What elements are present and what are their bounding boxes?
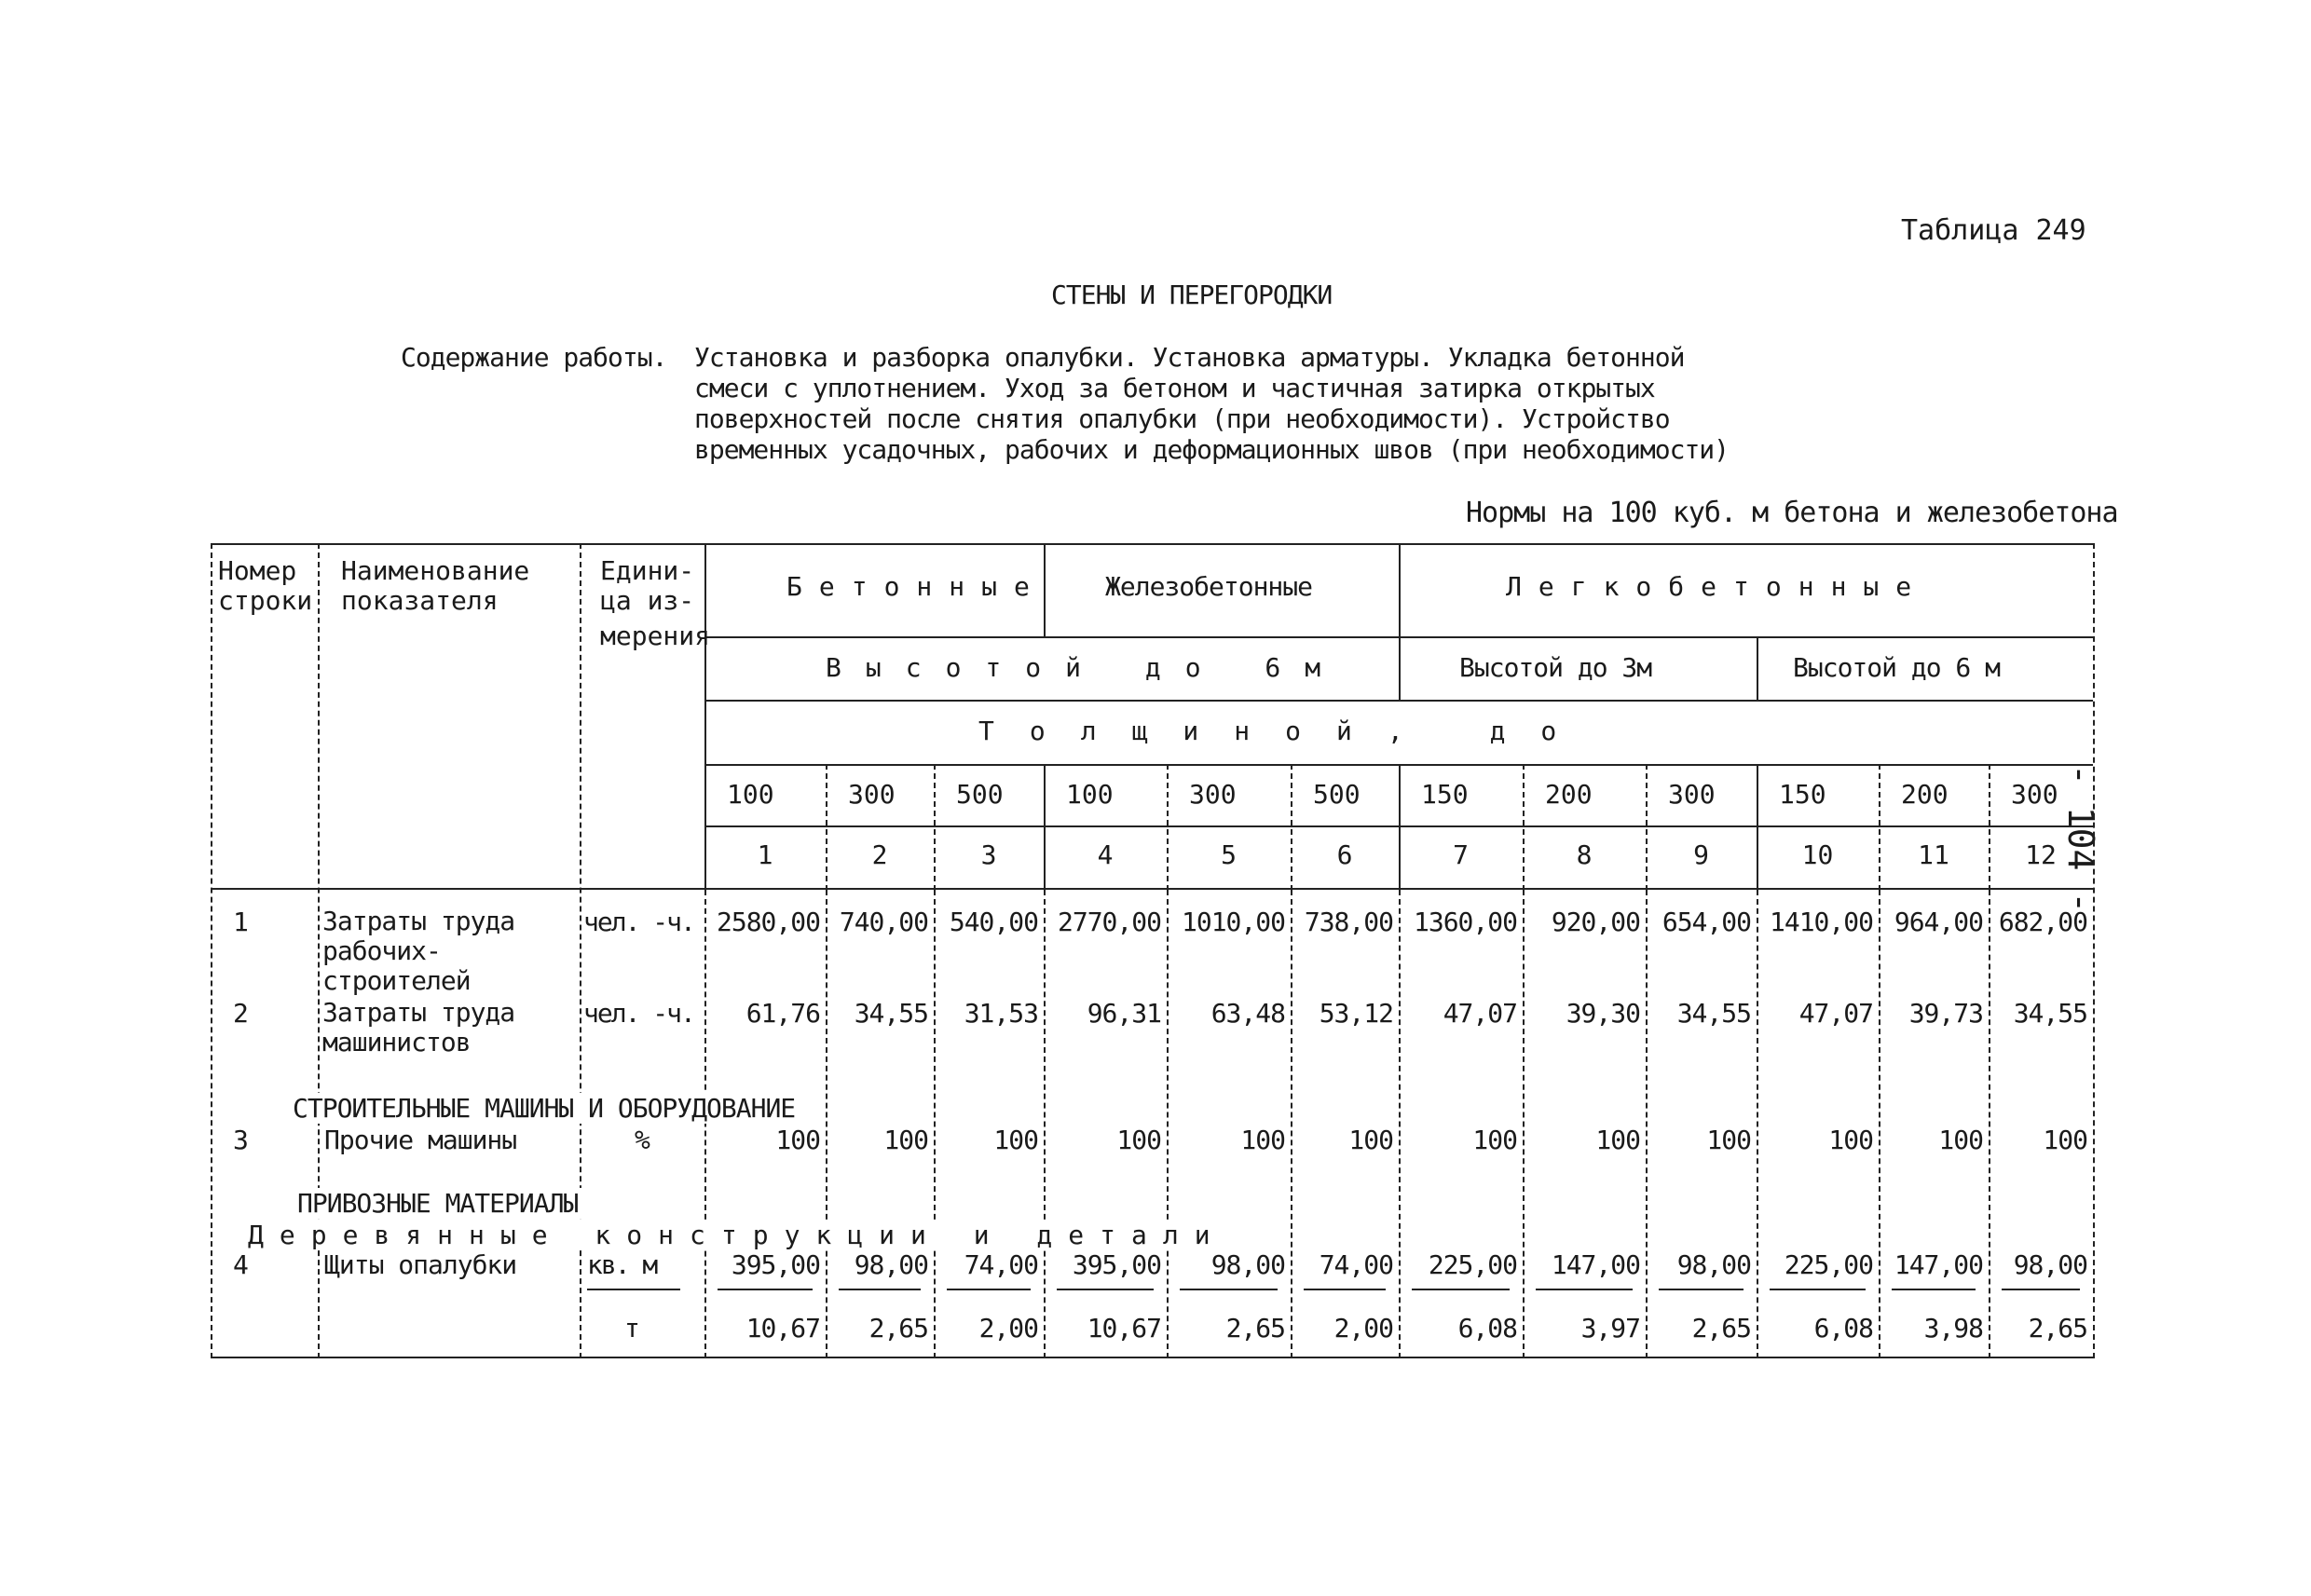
row-1-value-5: 1010,00 — [1181, 907, 1285, 937]
group-divider — [1757, 636, 1758, 700]
norms-table — [211, 543, 2095, 1358]
data-col-divider — [1399, 764, 1401, 891]
thickness-value-5: 300 — [1189, 779, 1237, 810]
thickness-value-4: 100 — [1066, 779, 1114, 810]
column-number-4: 4 — [1097, 839, 1114, 870]
table-bottom-border — [211, 1357, 2095, 1358]
row-2-value-11: 39,73 — [1908, 998, 1983, 1029]
row-3-value-4: 100 — [1116, 1125, 1161, 1155]
column-number-10: 10 — [1801, 839, 1834, 870]
column-number-11: 11 — [1918, 839, 1949, 870]
work-content-label: Содержание работы. — [401, 342, 667, 373]
value-underline — [1770, 1289, 1866, 1290]
data-col-divider — [1989, 764, 1990, 891]
table-number: Таблица 249 — [1901, 214, 2086, 247]
thickness-value-2: 300 — [848, 779, 896, 810]
thickness-value-8: 200 — [1545, 779, 1593, 810]
value-underline — [587, 1289, 680, 1290]
data-col-divider — [1523, 764, 1525, 891]
row-4-name: Щиты опалубки — [324, 1249, 517, 1280]
column-number-9: 9 — [1693, 839, 1709, 870]
row-2-value-8: 39,30 — [1566, 998, 1640, 1029]
value-underline — [2002, 1289, 2080, 1290]
row-2-value-12: 34,55 — [2013, 998, 2087, 1029]
section-materials-heading: ПРИВОЗНЫЕ МАТЕРИАЛЫ — [297, 1188, 581, 1219]
row-2-number: 2 — [233, 998, 249, 1029]
row-4-number: 4 — [233, 1249, 249, 1280]
row-2-value-7: 47,07 — [1443, 998, 1517, 1029]
work-content-line: Установка и разборка опалубки. Установка арматуры. Укладка бетонной — [694, 342, 1685, 373]
row-3-value-6: 100 — [1348, 1125, 1393, 1155]
row-3-value-8: 100 — [1595, 1125, 1640, 1155]
value-underline — [1536, 1289, 1633, 1290]
row-2-value-10: 47,07 — [1798, 998, 1873, 1029]
row-4-tonnes-value-6: 2,00 — [1333, 1313, 1393, 1344]
data-col-divider — [1879, 764, 1880, 891]
row-2-value-4: 96,31 — [1087, 998, 1161, 1029]
thickness-value-12: 300 — [2011, 779, 2058, 810]
data-col-divider — [1044, 764, 1046, 891]
row-4-tonnes-value-7: 6,08 — [1457, 1313, 1517, 1344]
row-4-tonnes-value-5: 2,65 — [1225, 1313, 1285, 1344]
column-number-1: 1 — [757, 839, 773, 870]
thickness-value-9: 300 — [1668, 779, 1716, 810]
row-2-value-6: 53,12 — [1319, 998, 1393, 1029]
row-2-value-9: 34,55 — [1676, 998, 1751, 1029]
column-number-6: 6 — [1336, 839, 1353, 870]
norms-note: Нормы на 100 куб. м бетона и железобетона — [1466, 497, 2118, 529]
row-2-unit: чел. -ч. — [583, 998, 694, 1029]
header-line — [704, 700, 2093, 702]
row-1-value-10: 1410,00 — [1769, 907, 1873, 937]
thickness-value-3: 500 — [956, 779, 1004, 810]
row-1-value-12: 682,00 — [1998, 907, 2087, 937]
height-3m-header: Высотой до 3м — [1459, 652, 1652, 683]
group-concrete: Бетонные — [786, 571, 1046, 602]
row-3-value-1: 100 — [775, 1125, 820, 1155]
value-underline — [1659, 1289, 1744, 1290]
row-4-value-6: 74,00 — [1319, 1249, 1393, 1280]
thickness-value-7: 150 — [1421, 779, 1469, 810]
row-3-value-7: 100 — [1472, 1125, 1517, 1155]
table-right-border — [2093, 543, 2095, 1358]
row-2-value-3: 31,53 — [964, 998, 1038, 1029]
row-4-tonnes-value-12: 2,65 — [2028, 1313, 2087, 1344]
row-4-value-8: 147,00 — [1551, 1249, 1640, 1280]
row-4-value-3: 74,00 — [964, 1249, 1038, 1280]
row-4-value-11: 147,00 — [1894, 1249, 1983, 1280]
page-number: - 104 - — [2060, 764, 2101, 914]
row-3-value-5: 100 — [1240, 1125, 1285, 1155]
row-4-tonnes-value-10: 6,08 — [1813, 1313, 1873, 1344]
row-3-unit: % — [635, 1125, 650, 1155]
height-6m-light-header: Высотой до 6 м — [1793, 652, 2001, 683]
group-lightweight-concrete: Легкобетонные — [1506, 571, 1929, 602]
row-1-name: Затраты труда рабочих- строителей — [322, 906, 515, 996]
section-machines-heading: СТРОИТЕЛЬНЫЕ МАШИНЫ И ОБОРУДОВАНИЕ — [293, 1093, 799, 1124]
row-3-value-12: 100 — [2043, 1125, 2087, 1155]
row-4-tonnes-value-11: 3,98 — [1923, 1313, 1983, 1344]
data-col-divider — [1167, 764, 1169, 891]
row-3-number: 3 — [233, 1125, 249, 1155]
row-2-value-2: 34,55 — [854, 998, 928, 1029]
thickness-value-10: 150 — [1779, 779, 1826, 810]
thickness-value-11: 200 — [1901, 779, 1949, 810]
thickness-header: Толщиной, до — [978, 716, 1593, 746]
unit-header: Едини- ца из- мерения — [600, 555, 711, 651]
row-4-unit: кв. м — [587, 1249, 657, 1280]
row-1-value-9: 654,00 — [1661, 907, 1751, 937]
row-3-value-11: 100 — [1938, 1125, 1983, 1155]
row-number-header: Номер строки — [218, 555, 313, 616]
row-3-value-2: 100 — [883, 1125, 928, 1155]
row-3-value-3: 100 — [993, 1125, 1038, 1155]
value-underline — [1304, 1289, 1386, 1290]
row-4-tonnes-value-3: 2,00 — [978, 1313, 1038, 1344]
row-1-value-1: 2580,00 — [716, 907, 820, 937]
row-4-tonnes-value-1: 10,67 — [745, 1313, 820, 1344]
value-underline — [1180, 1289, 1278, 1290]
row-1-unit: чел. -ч. — [583, 907, 694, 937]
indicator-name-header: Наименование показателя — [341, 555, 530, 616]
page-title: СТЕНЫ И ПЕРЕГОРОДКИ — [1051, 280, 1333, 310]
row-3-value-10: 100 — [1828, 1125, 1873, 1155]
row-3-value-9: 100 — [1706, 1125, 1751, 1155]
work-content-line: временных усадочных, рабочих и деформационных швов (при необходимости) — [694, 434, 1730, 465]
subsection-wood-heading: Деревянные конструкции и детали — [248, 1220, 1226, 1250]
column-number-5: 5 — [1221, 839, 1237, 870]
thickness-value-6: 500 — [1313, 779, 1361, 810]
work-content-line: смеси с уплотнением. Уход за бетоном и частичная затирка открытых — [694, 373, 1655, 403]
row-1-value-4: 2770,00 — [1057, 907, 1161, 937]
row-3-name: Прочие машины — [324, 1125, 517, 1155]
column-number-7: 7 — [1453, 839, 1469, 870]
row-1-value-8: 920,00 — [1551, 907, 1640, 937]
row-4-value-9: 98,00 — [1676, 1249, 1751, 1280]
data-col-divider — [934, 764, 936, 891]
data-col-divider — [1291, 764, 1292, 891]
row-1-value-6: 738,00 — [1304, 907, 1393, 937]
row-4-tonnes-value-9: 2,65 — [1691, 1313, 1751, 1344]
group-reinforced-concrete: Железобетонные — [1105, 571, 1313, 602]
row-4-unit-tonnes: т — [624, 1313, 640, 1344]
row-1-value-2: 740,00 — [839, 907, 928, 937]
row-1-number: 1 — [233, 907, 249, 937]
value-underline — [1057, 1289, 1154, 1290]
row-2-value-1: 61,76 — [745, 998, 820, 1029]
data-col-divider — [826, 764, 827, 891]
column-number-2: 2 — [871, 839, 888, 870]
row-1-value-7: 1360,00 — [1413, 907, 1517, 937]
value-underline — [1412, 1289, 1510, 1290]
column-number-3: 3 — [980, 839, 997, 870]
value-underline — [1892, 1289, 1976, 1290]
row-2-name: Затраты труда машинистов — [322, 997, 515, 1057]
row-4-tonnes-value-2: 2,65 — [868, 1313, 928, 1344]
row-2-value-5: 63,48 — [1210, 998, 1285, 1029]
row-4-value-7: 225,00 — [1428, 1249, 1517, 1280]
row-1-value-3: 540,00 — [949, 907, 1038, 937]
value-underline — [947, 1289, 1031, 1290]
row-4-value-12: 98,00 — [2013, 1249, 2087, 1280]
table-left-border — [211, 543, 212, 1358]
column-number-12: 12 — [2025, 839, 2057, 870]
row-1-value-11: 964,00 — [1894, 907, 1983, 937]
row-4-value-2: 98,00 — [854, 1249, 928, 1280]
data-col-divider — [1646, 764, 1648, 891]
header-bottom-line — [211, 888, 2095, 890]
group-divider — [1399, 543, 1401, 700]
row-4-value-1: 395,00 — [731, 1249, 820, 1280]
row-4-value-4: 395,00 — [1072, 1249, 1161, 1280]
row-4-value-10: 225,00 — [1784, 1249, 1873, 1280]
table-top-border — [211, 543, 2095, 545]
height-6m-header: Высотой до 6м — [826, 652, 1346, 683]
thickness-value-1: 100 — [727, 779, 774, 810]
value-underline — [839, 1289, 921, 1290]
row-4-tonnes-value-8: 3,97 — [1580, 1313, 1640, 1344]
row-4-tonnes-value-4: 10,67 — [1087, 1313, 1161, 1344]
work-content-line: поверхностей после снятия опалубки (при необходимости). Устройство — [694, 403, 1670, 434]
column-number-8: 8 — [1576, 839, 1593, 870]
data-col-divider — [1757, 764, 1758, 891]
value-underline — [718, 1289, 813, 1290]
row-4-value-5: 98,00 — [1210, 1249, 1285, 1280]
